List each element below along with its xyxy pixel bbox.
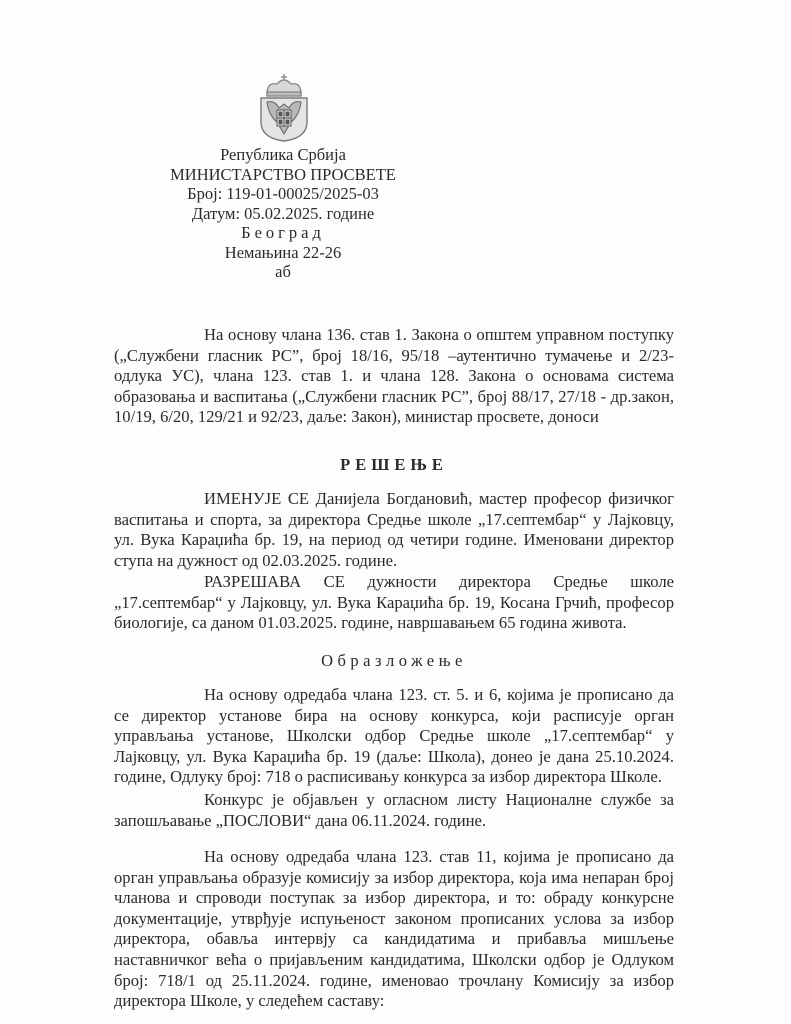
serbia-coat-of-arms-icon <box>257 72 311 142</box>
initials: аб <box>275 262 291 281</box>
city: Београд <box>241 223 325 242</box>
document-number: Број: 119-01-00025/2025-03 <box>187 184 379 203</box>
appointment-paragraph: ИМЕНУЈЕ СЕ Данијела Богдановић, мастер професор физичког васпитања и спорта, за директора Средње школе „17.септембар“ у Лајковцу, ул. Вука Караџића бр. 19, на период од четири године. Именовани директор ступа на дужност од 02.03.2025. године. <box>114 489 674 570</box>
reasoning-paragraph: На основу одредаба члана 123. став 11, којима је прописано да орган управљања образује комисију за избор директора, која има непаран број чланова и спроводи поступак за избор директора, и то: обраду конкурсне документације, утврђује испуњеност законом прописаних услова за избор директора, обавља интервју са кандидатима и прибавља мишљење наставничког већа о пријављеним кандидатима, Школски одбор је Одлуком број: 718/1 од 25.11.2024. године, именовао трочлану Комисију за избор директора Школе, у следећем саставу: <box>114 847 674 1011</box>
reasoning-paragraph: На основу одредаба члана 123. ст. 5. и 6, којима је прописано да се директор установе бира на основу конкурса, који расписује орган управљања установе, Школски одбор Средње школе „17.септембар“ у Лајковцу, ул. Вука Караџића бр. 19 (даље: Школа), донео је дана 25.10.2024. године, Одлуку број: 718 о расписивању конкурса за избор директора Школе. <box>114 685 674 787</box>
ministry-name: МИНИСТАРСТВО ПРОСВЕТЕ <box>170 164 396 184</box>
dismissal-section <box>114 572 674 634</box>
country-name: Република Србија <box>220 145 346 164</box>
preamble-paragraph: На основу члана 136. став 1. Закона о општем управном поступку („Службени гласник РС”, број 18/16, 95/18 –аутентично тумачење и 2/23-одлука УС), члана 123. став 1. и члана 128. Закона о основама система образовања и васпитања („Службени гласник РС”, број 88/17, 27/18 - др.закон, 10/19, 6/20, 129/21 и 92/23, даље: Закон), министар просвете, доноси <box>114 325 674 427</box>
appointment-section <box>114 489 674 571</box>
letterhead <box>158 145 408 282</box>
reasoning-section-1 <box>114 685 674 788</box>
decision-title: РЕШЕЊЕ <box>340 455 448 474</box>
reasoning-section-3 <box>114 847 674 1012</box>
reasoning-title: Образложење <box>321 651 467 670</box>
reasoning-paragraph: Конкурс је објављен у огласном листу Националне службе за запошљавање „ПОСЛОВИ“ дана 06.11.2024. године. <box>114 790 674 830</box>
reasoning-section-2 <box>114 790 674 831</box>
address: Немањина 22-26 <box>224 242 342 262</box>
preamble-section <box>114 325 674 428</box>
document-date: Датум: 05.02.2025. године <box>191 203 375 223</box>
dismissal-paragraph: РАЗРЕШАВА СЕ дужности директора Средње школе „17.септембар“ у Лајковцу, ул. Вука Караџића бр. 19, Косана Грчић, професор биологије, са даном 01.03.2025. године, навршавањем 65 година живота. <box>114 572 674 633</box>
